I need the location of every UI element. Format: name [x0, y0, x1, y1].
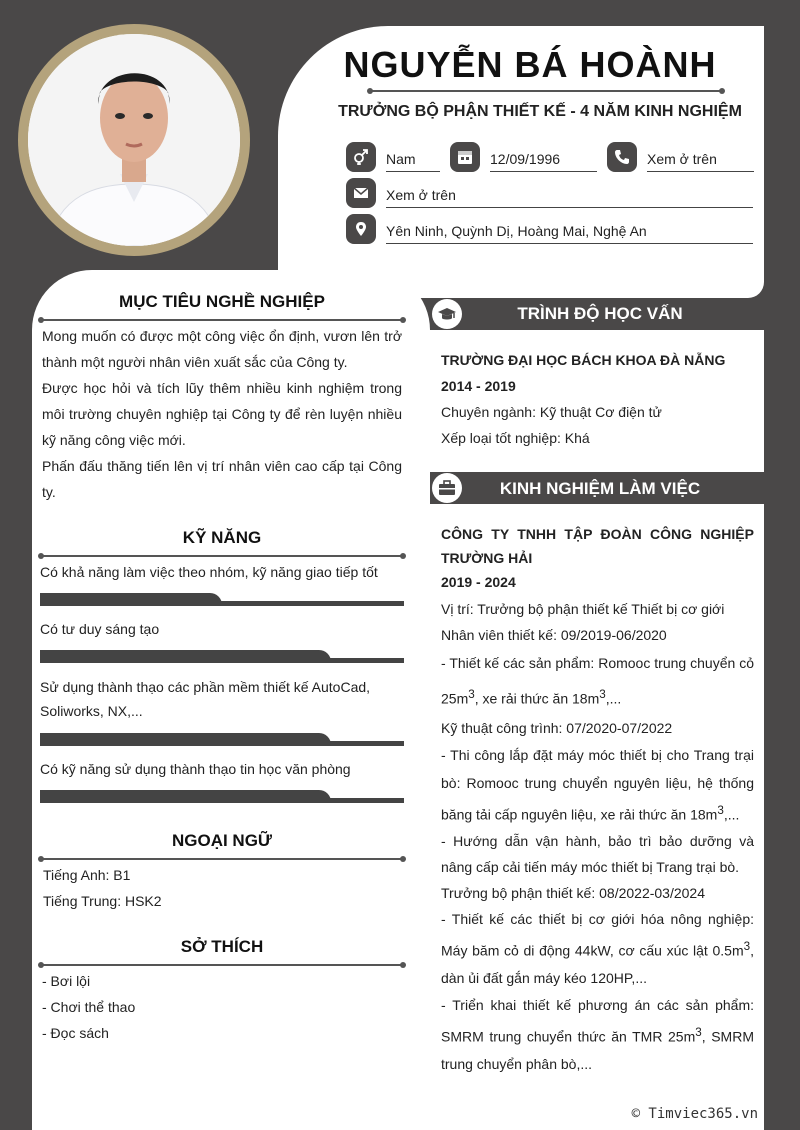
- school-name: TRƯỜNG ĐẠI HỌC BÁCH KHOA ĐÀ NẴNG: [441, 352, 726, 368]
- objective-paragraph: Được học hỏi và tích lũy thêm nhiều kinh nghiệm trong môi trường chuyên nghiệp tại Công ty để rèn luyện nhiều kỹ năng công việc mới.: [42, 380, 402, 448]
- skill-label: Có kỹ năng sử dụng thành thạo tin học văn phòng: [40, 761, 351, 777]
- experience-desc: - Thi công lắp đặt máy móc thiết bị cho Trang trại bò: Romooc trung chuyển nguyên liệu, hệ thống băng tải cấp nguyên liệu, xe rải thức ăn $18m^3$,...: [441, 746, 754, 823]
- birthday-row: [450, 142, 597, 172]
- candidate-name: NGUYỄN BÁ HOÀNH: [343, 44, 717, 85]
- hobbies-list: [42, 968, 402, 1046]
- skill-bar-fill: [40, 593, 222, 605]
- objective-title: MỤC TIÊU NGHỀ NGHIỆP: [119, 292, 325, 311]
- address-row: [346, 214, 753, 244]
- experience-desc: - Thiết kế các sản phẩm: Romooc trung chuyển cỏ $25m^3$, xe rải thức ăn $18m^3$,...: [441, 655, 754, 707]
- email-value: Xem ở trên: [386, 187, 753, 208]
- skills-divider: [40, 555, 404, 557]
- phone-row: [607, 142, 754, 172]
- education-title: TRÌNH ĐỘ HỌC VẤN: [517, 304, 683, 323]
- education-major: Chuyên ngành: Kỹ thuật Cơ điện tử: [441, 404, 662, 420]
- calendar-icon: [450, 142, 480, 172]
- experience-position: Vị trí: Trưởng bộ phận thiết kế Thiết bị cơ giới: [441, 601, 725, 617]
- avatar-frame: [18, 24, 250, 256]
- skill-label: Có khả năng làm việc theo nhóm, kỹ năng giao tiếp tốt: [40, 564, 378, 580]
- skills-title: KỸ NĂNG: [182, 528, 262, 547]
- education-grade: Xếp loại tốt nghiệp: Khá: [441, 430, 590, 446]
- skill-bar-fill: [40, 650, 331, 662]
- experience-role: Trưởng bộ phận thiết kế: 08/2022-03/2024: [441, 885, 705, 902]
- gender-icon: [346, 142, 376, 172]
- location-pin-icon: [346, 214, 376, 244]
- objective-paragraph: Phấn đấu thăng tiến lên vị trí nhân viên cao cấp tại Công ty.: [42, 458, 402, 500]
- gender-value: Nam: [386, 151, 440, 172]
- skill-bar-fill: [40, 733, 331, 745]
- email-row: [346, 178, 753, 208]
- experience-header-text: [441, 522, 754, 594]
- experience-desc: - Thiết kế các thiết bị cơ giới hóa nông nghiệp: Máy băm cỏ di động 44kW, cơ cấu xúc lật $0.5m^3$, dàn ủi đất gắn máy kéo 120HP,...: [441, 911, 754, 986]
- hobby-item: - Đọc sách: [42, 1025, 109, 1041]
- skill-bar-fill: [40, 790, 331, 802]
- experience-role: Nhân viên thiết kế: 09/2019-06/2020: [441, 627, 667, 643]
- graduation-cap-icon: [432, 299, 462, 329]
- avatar: [28, 34, 240, 246]
- language-item: Tiếng Anh: B1: [43, 867, 131, 883]
- hobbies-title: SỞ THÍCH: [180, 937, 264, 956]
- briefcase-icon: [432, 473, 462, 503]
- experience-title: KINH NGHIỆM LÀM VIỆC: [499, 479, 701, 498]
- objective-paragraph: Mong muốn có được một công việc ổn định, vươn lên trở thành một người nhân viên xuất sắc của Công ty.: [42, 328, 402, 370]
- hobby-item: - Chơi thể thao: [42, 999, 136, 1015]
- experience-desc: - Hướng dẫn vận hành, bảo trì bảo dưỡng và nâng cấp cải tiến máy móc thiết bị Trang trại bò.: [441, 833, 754, 876]
- phone-icon: [607, 142, 637, 172]
- objective-text: [42, 323, 402, 505]
- avatar-photo: [28, 34, 240, 246]
- hobbies-divider: [40, 964, 404, 966]
- experience-role: Kỹ thuật công trình: 07/2020-07/2022: [441, 719, 673, 736]
- languages-divider: [40, 858, 404, 860]
- job-title: TRƯỞNG BỘ PHẬN THIẾT KẾ - 4 NĂM KINH NGHIỆM: [338, 103, 742, 120]
- address-value: Yên Ninh, Quỳnh Dị, Hoàng Mai, Nghệ An: [386, 223, 753, 244]
- gender-row: [346, 142, 440, 172]
- mail-icon: [346, 178, 376, 208]
- language-item: Tiếng Trung: HSK2: [43, 893, 162, 909]
- experience-years: 2019 - 2024: [441, 574, 516, 590]
- experience-body: [441, 596, 754, 1078]
- languages-title: NGOẠI NGỮ: [171, 831, 273, 850]
- company-name: CÔNG TY TNHH TẬP ĐOÀN CÔNG NGHIỆP TRƯỜNG HẢI: [441, 526, 754, 566]
- footer-credit: © Timviec365.vn: [631, 1106, 758, 1122]
- experience-desc: - Triển khai thiết kế phương án các sản phẩm: SMRM trung chuyển thức ăn TMR $25m^3$, SMRM trung chuyển phân bò,...: [441, 996, 754, 1072]
- education-years: 2014 - 2019: [441, 378, 516, 394]
- phone-value: Xem ở trên: [647, 151, 754, 172]
- skill-label: Có tư duy sáng tạo: [40, 621, 160, 637]
- languages-list: [43, 862, 403, 914]
- education-body: [441, 347, 754, 451]
- skill-label: Sử dụng thành thạo các phần mềm thiết kế AutoCad, Soliworks, NX,...: [40, 679, 371, 719]
- birthday-value: 12/09/1996: [490, 151, 597, 172]
- name-divider: [370, 90, 722, 92]
- hobby-item: - Bơi lội: [42, 973, 91, 989]
- objective-divider: [40, 319, 404, 321]
